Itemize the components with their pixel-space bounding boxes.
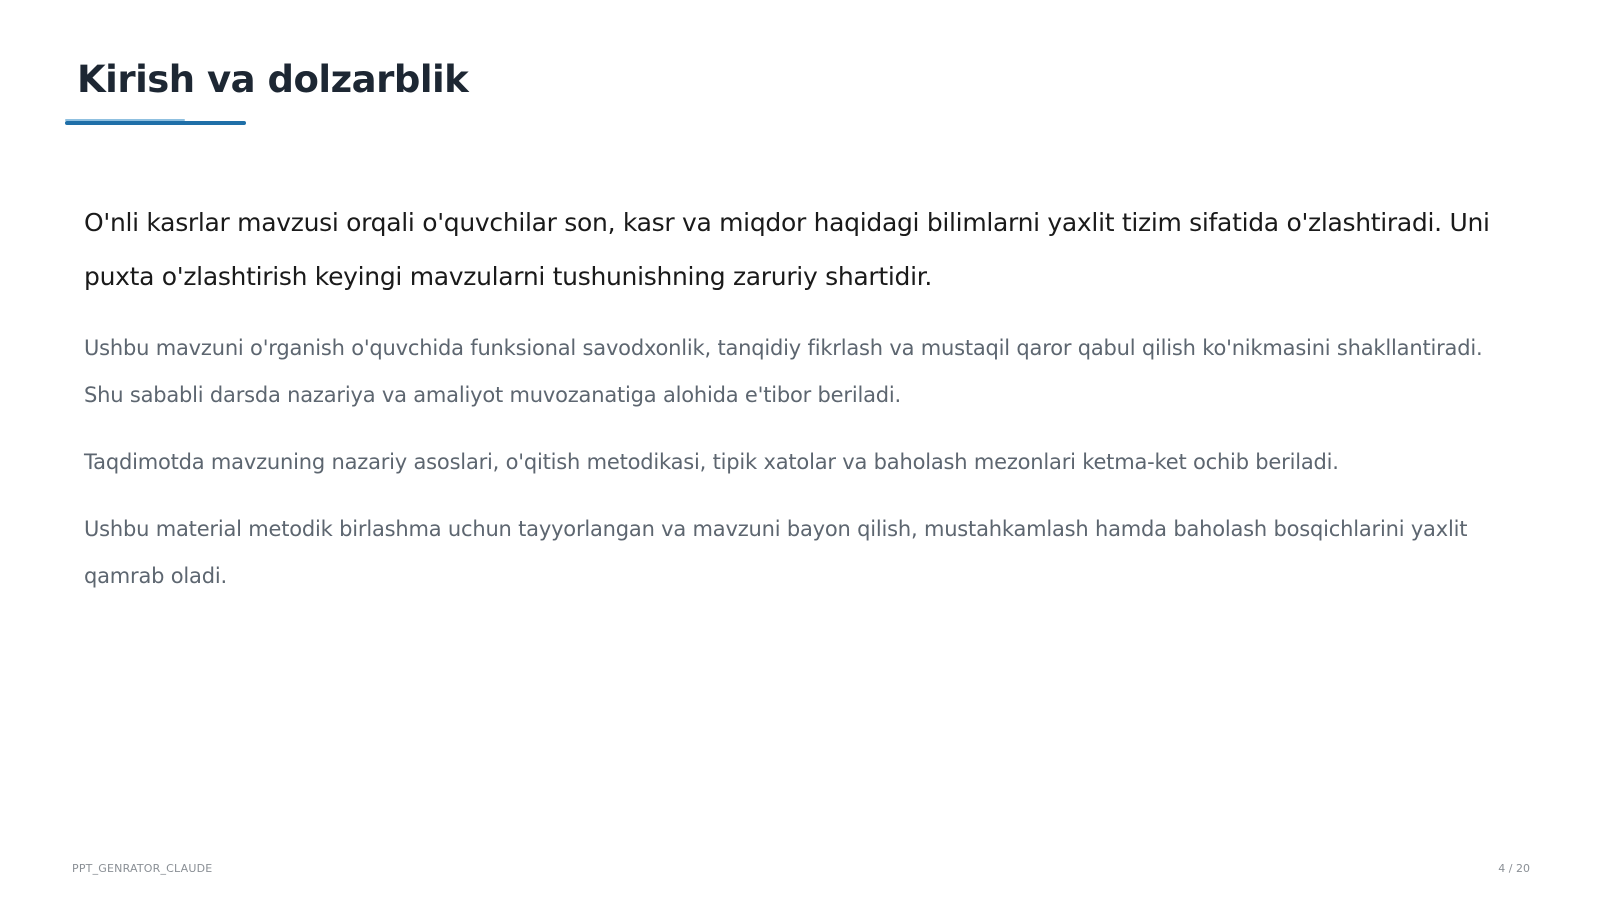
lead-paragraph: O'nli kasrlar mavzusi orqali o'quvchilar son, kasr va miqdor haqidagi bilimlarni yaxlit tizim sifatida o'zlashtiradi. Uni puxta o'zlashtirish keyingi mavzularni tushunishning zaruriy shartidir. [84,208,1490,291]
title-underline [65,121,246,125]
slide-title: Kirish va dolzarblik [77,58,469,101]
body-paragraph-1: Ushbu mavzuni o'rganish o'quvchida funksional savodxonlik, tanqidiy fikrlash va mustaqil qaror qabul qilish ko'nikmasini shakllantiradi. Shu sababli darsda nazariya va amaliyot muvozanatiga alohida e'tibor beriladi. [84,336,1483,407]
body-paragraph-2: Taqdimotda mavzuning nazariy asoslari, o'qitish metodikasi, tipik xatolar va baholash mezonlari ketma-ket ochib beriladi. [84,450,1339,474]
slide-body [84,196,1514,620]
body-paragraph-3: Ushbu material metodik birlashma uchun tayyorlangan va mavzuni bayon qilish, mustahkamlash hamda baholash bosqichlarini yaxlit qamrab oladi. [84,517,1468,588]
page-number: 4 / 20 [1498,862,1530,875]
footer-source: PPT_GENRATOR_CLAUDE [72,862,213,875]
